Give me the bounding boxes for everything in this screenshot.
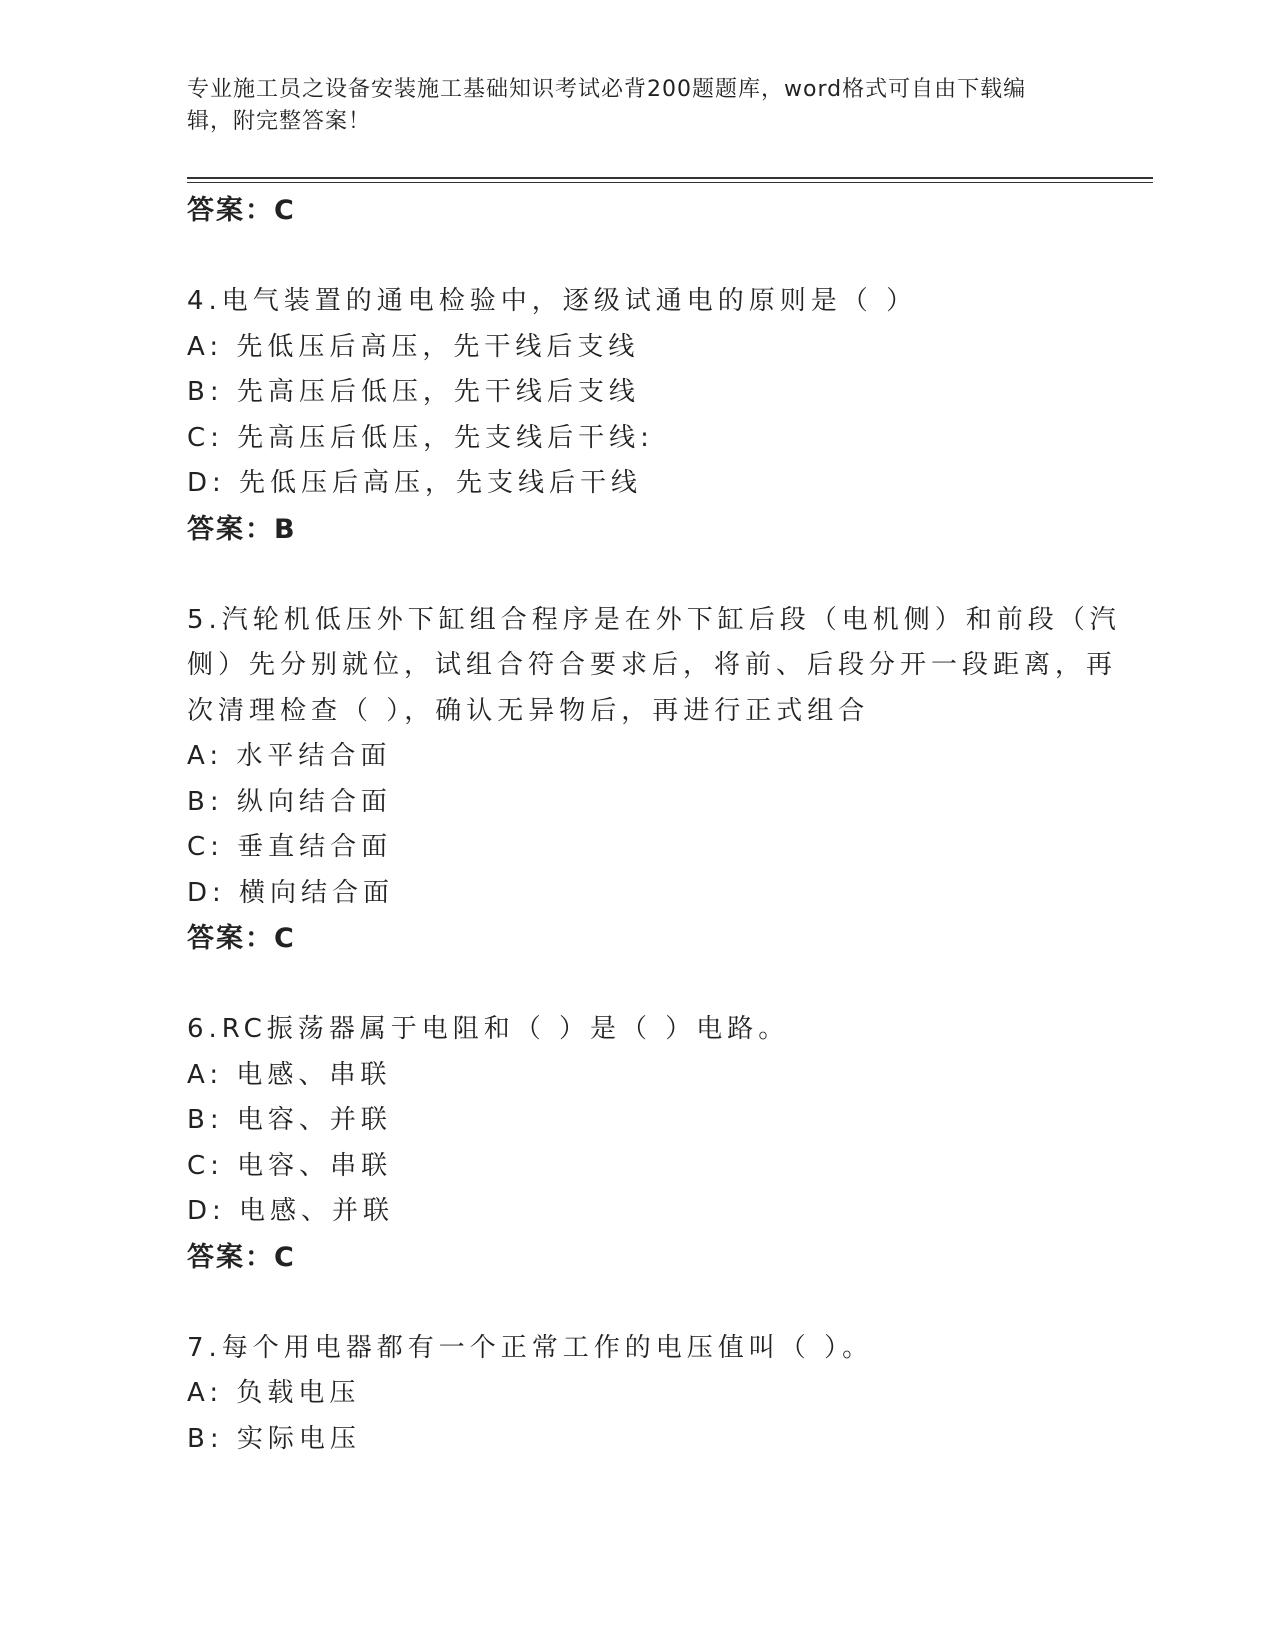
document-header: 专业施工员之设备安装施工基础知识考试必背200题题库，word格式可自由下载编辑，附完整答案！ <box>187 77 1027 134</box>
option-a: A: 先低压后高压，先干线后支线 <box>187 331 640 362</box>
answer-line: 答案：C <box>187 195 296 226</box>
option-b: B: 实际电压 <box>187 1423 361 1454</box>
spacer <box>187 234 1067 279</box>
question-stem: 6.RC振荡器属于电阻和（ ）是（ ）电路。 <box>187 1014 790 1044</box>
option-a: A: 负载电压 <box>187 1378 361 1408</box>
question-stem-line: 次清理检查（ ），确认无异物后，再进行正式组合 <box>187 695 870 726</box>
option-c: C: 垂直结合面 <box>187 832 393 862</box>
option-c: C: 电容、串联 <box>187 1150 393 1181</box>
option-b: B: 纵向结合面 <box>187 786 392 817</box>
spacer <box>187 1281 1067 1326</box>
option-d: D: 横向结合面 <box>187 877 395 908</box>
question-stem-line: 5.汽轮机低压外下缸组合程序是在外下缸后段（电机侧）和前段（汽 <box>187 604 1121 635</box>
spacer <box>187 962 1067 1007</box>
option-a: A: 水平结合面 <box>187 741 392 771</box>
answer-line: 答案：C <box>187 923 296 954</box>
spacer <box>187 553 1067 598</box>
option-a: A: 电感、串联 <box>187 1059 392 1090</box>
option-d: D: 先低压后高压，先支线后干线 <box>187 468 643 498</box>
question-block <box>187 598 1121 963</box>
question-stem-line: 侧）先分别就位，试组合符合要求后，将前、后段分开一段距离，再 <box>187 650 1118 680</box>
option-b: B: 先高压后低压，先干线后支线 <box>187 377 640 407</box>
question-block <box>187 1326 1067 1463</box>
question-block <box>187 1007 1067 1281</box>
header-divider <box>187 177 1153 183</box>
option-c: C: 先高压后低压，先支线后干线: <box>187 422 654 453</box>
answer-line: 答案：B <box>187 513 297 545</box>
option-b: B: 电容、并联 <box>187 1105 392 1135</box>
question-list <box>187 188 1121 1462</box>
option-d: D: 电感、并联 <box>187 1196 395 1226</box>
question-stem: 7.每个用电器都有一个正常工作的电压值叫（ ）。 <box>187 1332 874 1363</box>
question-stem: 4.电气装置的通电检验中，逐级试通电的原则是（ ） <box>187 286 918 316</box>
answer-line: 答案：C <box>187 1241 296 1273</box>
question-block <box>187 279 1067 553</box>
